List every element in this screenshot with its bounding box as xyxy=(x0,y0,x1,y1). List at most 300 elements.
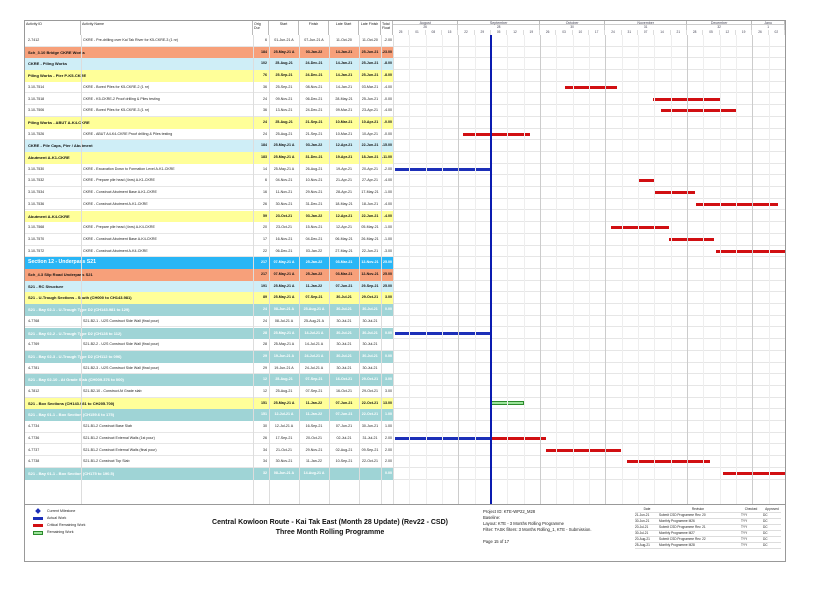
finish-date: 24-Dec-21 xyxy=(305,73,323,78)
orig-duration: 29 xyxy=(263,365,267,370)
late-finish: 30-Jul-21 xyxy=(362,307,378,312)
day-label: 31 xyxy=(622,30,638,35)
total-float: 3.00 xyxy=(385,377,392,382)
activity-name: CKRE - Construct Abutment Base A-K4-CKRE xyxy=(83,236,157,241)
late-start: 09-Mar-21 xyxy=(335,108,353,113)
activity-name: S21-B2-10 - Construct At Grade slab xyxy=(83,389,142,393)
wbs-row[interactable] xyxy=(25,152,785,164)
wbs-row[interactable] xyxy=(25,468,785,480)
start-date: 30-Nov-21 xyxy=(275,201,293,206)
revision-cell: TYY xyxy=(741,537,748,541)
activity-name: CKRE - Prepare pile head (4nrs) A-K1-CKRE xyxy=(83,178,155,183)
column-separator xyxy=(299,35,300,504)
revision-cell: DC xyxy=(763,519,768,523)
revision-cell: Monthly Programme M28 xyxy=(659,543,695,547)
orig-duration: 151 xyxy=(261,400,267,405)
finish-date: 24-Jul-21 A xyxy=(304,353,324,358)
activity-name: S21-B2-1 - U2S Construct Side Wall (final pour) xyxy=(83,318,159,323)
critical-bar[interactable] xyxy=(716,250,785,253)
late-start: 27-May-21 xyxy=(335,248,353,253)
finish-date: 24-Dec-21 xyxy=(305,108,323,113)
critical-bar[interactable] xyxy=(611,226,669,229)
gantt-sheet xyxy=(24,20,786,562)
critical-bar-icon xyxy=(33,524,43,527)
critical-bar[interactable] xyxy=(653,98,720,101)
late-finish: 22-Oct-21 xyxy=(361,400,379,405)
late-start: 21-Apr-21 xyxy=(336,178,352,183)
late-start: 30-Jul-21 xyxy=(336,342,352,347)
activity-name: CKRE - K5-CKRE-2 Proof drilling & Piles testing xyxy=(83,96,160,101)
total-float: -8.00 xyxy=(383,61,392,66)
critical-bar[interactable] xyxy=(627,460,710,463)
late-finish: 29-Oct-21 xyxy=(362,389,378,393)
page-number: Page 15 of 17 xyxy=(483,539,510,544)
late-start: 10-Mar-21 xyxy=(335,119,353,124)
activity-row[interactable] xyxy=(25,421,785,433)
late-start: 14-Jan-21 xyxy=(335,84,353,89)
orig-duration: 151 xyxy=(261,412,267,417)
revision-cell: 25-Aug-21 xyxy=(635,543,650,547)
activity-name: S21-B1-2 Construct Base Slab xyxy=(83,424,132,429)
total-float: -4.00 xyxy=(383,201,392,206)
revision-header-cell: Approved xyxy=(765,507,779,511)
wbs-row[interactable] xyxy=(25,281,785,293)
activity-id: 3.10-7518 xyxy=(28,96,45,101)
orig-duration: 17 xyxy=(263,236,267,241)
orig-duration: 12 xyxy=(263,389,267,393)
orig-duration: 24 xyxy=(263,307,267,312)
header-activity-name[interactable]: Activity Name xyxy=(81,21,253,35)
total-float: -1.00 xyxy=(383,190,392,195)
activity-row[interactable] xyxy=(25,316,785,328)
activity-row[interactable] xyxy=(25,445,785,457)
late-start: 03-Mar-21 xyxy=(335,260,353,265)
total-float xyxy=(381,316,393,328)
late-finish: 12-Nov-21 xyxy=(361,260,379,265)
activity-name: CKRE - Bored Piles for K5-CKRE-3 (1 nr) xyxy=(83,108,150,113)
month-label: November xyxy=(605,21,687,25)
column-separator xyxy=(253,35,254,504)
late-finish: 09-Sep-21 xyxy=(361,447,379,452)
actual-bar-icon xyxy=(33,517,43,520)
day-label: 14 xyxy=(654,30,670,35)
late-finish: 11-Oct-20 xyxy=(362,38,378,42)
finish-date: 08-Nov-21 xyxy=(305,84,323,89)
activity-name: CKRE - ABUT A4-K4-CKRE Proof drilling & Piles testing xyxy=(83,131,173,136)
late-finish: 30-Jul-21 xyxy=(362,330,378,335)
late-finish: 29-Oct-21 xyxy=(361,295,379,300)
start-date: 19-Jun-21 A xyxy=(273,353,295,358)
week-number: 32 xyxy=(687,25,752,30)
header-finish[interactable]: Finish xyxy=(299,21,329,35)
activity-row[interactable] xyxy=(25,246,785,258)
activity-name xyxy=(81,398,253,410)
revision-header-cell: Revision xyxy=(691,507,705,511)
column-separator xyxy=(269,35,270,504)
total-float: 2.00 xyxy=(385,459,392,464)
late-finish: 22-Oct-21 xyxy=(361,412,379,417)
activity-id: 4-7738 xyxy=(28,459,40,464)
late-finish xyxy=(359,468,381,480)
activity-id: S21 - Bay 02-3 - U-Trough Type D2 (CH112 to 096) xyxy=(28,353,122,359)
late-start: 30-Jul-21 xyxy=(336,365,352,370)
start-date: 08-Jul-21 A xyxy=(274,318,294,323)
finish-date: 03-Jan-22 xyxy=(305,213,323,218)
activity-id: CKRE - Piling Works xyxy=(28,61,68,67)
late-finish: 25-Jun-21 xyxy=(361,49,379,54)
revision-cell: DC xyxy=(763,525,768,529)
revision-cell: Monthly Programme M26 xyxy=(659,519,695,523)
activity-row[interactable] xyxy=(25,187,785,199)
activity-row[interactable] xyxy=(25,456,785,468)
orig-duration: 24 xyxy=(263,131,267,136)
start-date: 11-Nov-21 xyxy=(275,190,293,195)
wbs-row[interactable] xyxy=(25,257,785,269)
revision-cell: TYY xyxy=(741,525,748,529)
start-date: 01-Jun-21 A xyxy=(274,38,294,42)
total-float: 1.00 xyxy=(385,424,392,429)
late-finish: 30-Jul-21 xyxy=(362,318,378,323)
late-start: 02-Aug-21 xyxy=(335,447,353,452)
day-label: 22 xyxy=(458,30,474,35)
revision-cell: Submit CSD Programme Rev. 20 xyxy=(659,513,706,517)
activity-id: Abutment A-K1-CKRE xyxy=(28,155,70,160)
activity-row[interactable] xyxy=(25,175,785,187)
day-label: 15 xyxy=(442,30,458,35)
late-start: 12-Apr-21 xyxy=(335,143,353,148)
timescale xyxy=(393,21,785,35)
diamond-icon xyxy=(35,508,41,514)
total-float: -0.00 xyxy=(383,131,392,136)
column-header xyxy=(25,21,785,36)
activity-name: S21-B1-2 Construct Top Slab xyxy=(83,459,130,464)
activity-id: Piling Works - ABUT A-K4-CKRE xyxy=(28,119,90,125)
activity-id: 3.10-7506 xyxy=(28,108,45,113)
remaining-bar[interactable] xyxy=(490,401,524,405)
total-float: -4.00 xyxy=(383,108,392,113)
start-date: 25-Aug-21 xyxy=(275,377,293,382)
day-label: 26 xyxy=(752,30,768,35)
header-late-start[interactable]: Late Start xyxy=(329,21,359,35)
late-start: 19-Apr-21 xyxy=(335,155,353,159)
critical-bar[interactable] xyxy=(463,133,530,136)
activity-name xyxy=(81,47,253,59)
late-finish: 10-Apr-21 xyxy=(361,119,379,124)
critical-bar[interactable] xyxy=(696,203,778,206)
activity-row[interactable] xyxy=(25,129,785,141)
activity-name xyxy=(81,70,253,82)
late-start: 28-May-21 xyxy=(335,96,353,101)
orig-duration: 6 xyxy=(265,178,267,183)
revision-cell: TYY xyxy=(741,513,748,517)
start-date: 08-Jun-21 A xyxy=(273,307,295,312)
late-finish: 25-Jun-21 xyxy=(361,73,379,78)
wbs-row[interactable] xyxy=(25,58,785,70)
total-float: 25.00 xyxy=(383,272,392,276)
activity-name: CKRE - Construct Abutment Base A-K1-CKRE xyxy=(83,190,157,195)
late-finish: 29-Sep-21 xyxy=(361,283,379,288)
wbs-row[interactable] xyxy=(25,374,785,386)
start-date: 17-Sep-21 xyxy=(275,435,293,440)
wbs-row[interactable] xyxy=(25,292,785,304)
activity-name xyxy=(81,58,253,70)
finish-date: 14-Jul-21 A xyxy=(304,342,324,347)
day-label: 03 xyxy=(556,30,572,35)
orig-duration: 34 xyxy=(263,447,267,452)
activity-id: S21 - Bay 02-2 - U-Trough Type D2 (CH128 to 112) xyxy=(28,330,122,336)
critical-bar[interactable] xyxy=(661,109,736,112)
total-float: 3.00 xyxy=(385,389,392,393)
late-finish: 23-Apr-21 xyxy=(362,108,378,113)
revision-cell: 20-Aug-21 xyxy=(635,537,650,541)
project-filter: Filter: TASK filters: 3 Months Rolling_1, KTE - Submission. xyxy=(483,527,592,532)
activity-row[interactable] xyxy=(25,199,785,211)
day-label: 28 xyxy=(687,30,703,35)
orig-duration: 34 xyxy=(263,459,267,464)
start-date: 25-Aug-21 xyxy=(275,131,293,136)
day-label: 19 xyxy=(524,30,540,35)
finish-date: 29-Nov-21 xyxy=(305,190,323,195)
activity-id: Section 12 - Underpass S21 xyxy=(28,259,97,266)
wbs-row[interactable] xyxy=(25,398,785,410)
activity-name xyxy=(81,257,253,269)
start-date: 07-May-21 A xyxy=(273,260,295,265)
late-finish: 25-Jun-21 xyxy=(361,61,379,66)
activity-row[interactable] xyxy=(25,164,785,176)
orig-duration: 20 xyxy=(263,225,267,230)
activity-row[interactable] xyxy=(25,105,785,117)
activity-id: 3.10-7532 xyxy=(28,178,45,183)
orig-duration: 217 xyxy=(261,272,267,276)
actual-bar[interactable] xyxy=(395,332,490,335)
header-start[interactable]: Start xyxy=(269,21,299,35)
activity-row[interactable] xyxy=(25,222,785,234)
start-date: 25-May-21 A xyxy=(273,166,295,171)
activity-name xyxy=(81,351,253,363)
activity-row[interactable] xyxy=(25,35,785,47)
orig-duration: 36 xyxy=(263,108,267,113)
start-date: 07-May-21 A xyxy=(273,272,295,276)
month-label: September xyxy=(458,21,540,25)
finish-date: 31-Dec-21 xyxy=(305,201,323,206)
revision-cell: TYY xyxy=(741,531,748,535)
late-finish: 30-Jul-21 xyxy=(362,342,378,347)
critical-bar[interactable] xyxy=(565,86,617,89)
total-float: -8.00 xyxy=(383,73,392,78)
activity-id: S21 - Bay 02-1 - U-Trough Type D2 (CH143.981 to 129) xyxy=(28,307,130,313)
month-label: December xyxy=(687,21,752,25)
orig-duration: 102 xyxy=(261,61,267,66)
day-label: 05 xyxy=(491,30,507,35)
day-label: 08 xyxy=(426,30,442,35)
late-finish: 30-Jun-21 xyxy=(361,424,379,429)
day-label: 29 xyxy=(475,30,491,35)
revision-cell: Submit CSD Programme Rev. 21 xyxy=(659,525,706,529)
orig-duration: 26 xyxy=(263,201,267,206)
activity-name: CKRE - Pre-drilling over Kai Tak River for K5-CKRE-3 (1 nr) xyxy=(83,38,178,42)
start-date: 19-Jun-21 A xyxy=(274,365,294,370)
activity-name: CKRE - Construct Abutment A-K4-CKRE xyxy=(83,248,148,253)
start-date: 25-Aug-21 xyxy=(275,389,293,393)
late-start: 07-Jun-21 xyxy=(335,412,353,417)
late-start: 30-Jul-21 xyxy=(336,318,352,323)
orig-duration: 22 xyxy=(263,248,267,253)
activity-name xyxy=(81,468,253,480)
orig-duration: 184 xyxy=(261,143,267,148)
week-number: 30 xyxy=(540,25,605,30)
wbs-row[interactable] xyxy=(25,70,785,82)
finish-date: 04-Dec-21 xyxy=(305,236,323,241)
late-finish: 18-Jun-21 xyxy=(361,201,379,206)
activity-row[interactable] xyxy=(25,433,785,445)
activity-id: 4-7812 xyxy=(28,389,40,393)
day-label: 24 xyxy=(605,30,621,35)
activity-id: 2-7412 xyxy=(28,38,40,42)
activity-name xyxy=(81,304,253,316)
day-label: 19 xyxy=(736,30,752,35)
start-date: 23-Oct-21 xyxy=(276,225,292,230)
activity-id: 3.10-7530 xyxy=(28,166,45,171)
wbs-row[interactable] xyxy=(25,140,785,152)
finish-date: 03-Jan-22 xyxy=(305,248,323,253)
start-date: 25-Sep-21 xyxy=(275,73,293,78)
activity-table xyxy=(25,35,785,504)
orig-duration: 76 xyxy=(263,73,267,78)
header-activity-id[interactable]: Activity ID xyxy=(25,21,81,35)
total-float: 0.00 xyxy=(385,330,392,335)
revision-cell: 30-Jun-21 xyxy=(635,519,650,523)
activity-name: S21-B2-3 - U2S Construct Side Wall (final pour) xyxy=(83,365,159,370)
month-label: Janu xyxy=(752,21,785,25)
critical-bar[interactable] xyxy=(723,472,785,475)
day-label: 12 xyxy=(720,30,736,35)
activity-row[interactable] xyxy=(25,339,785,351)
wbs-row[interactable] xyxy=(25,47,785,59)
activity-name xyxy=(81,281,253,293)
late-finish: 26-May-21 xyxy=(361,236,379,241)
late-start: 19-Apr-21 xyxy=(336,166,352,171)
day-label: 01 xyxy=(409,30,425,35)
remaining-bar-icon xyxy=(33,531,43,535)
revision-cell: TYY xyxy=(741,543,748,547)
activity-id: 3.10-7514 xyxy=(28,84,45,89)
late-start: 10-Sep-21 xyxy=(335,459,353,464)
finish-date: 25-Aug-21 A xyxy=(303,307,325,312)
activity-id: S21 - Bay 01-1 - Box Section (CH175 to 190.5) xyxy=(28,470,115,476)
wbs-row[interactable] xyxy=(25,328,785,340)
activity-name xyxy=(81,117,253,129)
actual-bar[interactable] xyxy=(395,168,490,171)
orig-duration: 28 xyxy=(263,342,267,347)
revision-row xyxy=(635,543,781,549)
orig-duration: 59 xyxy=(263,213,267,218)
total-float: -0.00 xyxy=(383,96,392,101)
revision-cell: Monthly Programme M27 xyxy=(659,531,695,535)
activity-id: CKRE - Pile Caps, Pier / Abutment xyxy=(28,143,93,149)
total-float: -11.00 xyxy=(382,155,392,159)
critical-bar[interactable] xyxy=(655,191,695,194)
activity-id: Sch_4.3 Slip Road Underpass S21 xyxy=(28,272,93,277)
late-start: 28-Apr-21 xyxy=(336,190,352,195)
activity-row[interactable] xyxy=(25,94,785,106)
start-date: 12-Jul-21 A xyxy=(274,424,294,429)
critical-bar[interactable] xyxy=(669,238,714,241)
orig-duration: 12 xyxy=(263,377,267,382)
late-start: 02-Jul-21 xyxy=(336,435,352,440)
start-date: 25-May-21 A xyxy=(273,283,295,288)
critical-bar[interactable] xyxy=(490,437,546,440)
late-finish: 22-Jun-21 xyxy=(361,213,379,218)
wbs-row[interactable] xyxy=(25,409,785,421)
finish-date: 11-Jan-22 xyxy=(305,283,323,288)
revision-cell: TYY xyxy=(741,519,748,523)
revision-cell: DC xyxy=(763,543,768,547)
total-float: 0.00 xyxy=(385,470,392,475)
project-baseline: Baseline: xyxy=(483,515,501,520)
activity-name xyxy=(81,140,253,152)
activity-id: 3.10-7534 xyxy=(28,190,45,195)
revision-cell: 20-Jul-21 xyxy=(635,525,649,529)
wbs-row[interactable] xyxy=(25,351,785,363)
activity-row[interactable] xyxy=(25,82,785,94)
wbs-row[interactable] xyxy=(25,117,785,129)
orig-duration: 24 xyxy=(263,96,267,101)
header-orig-dur[interactable]: Orig Dur xyxy=(253,21,269,35)
late-start: 14-Jan-21 xyxy=(335,49,353,54)
orig-duration: 16 xyxy=(263,190,267,195)
activity-id: 3.10-7572 xyxy=(28,248,45,253)
activity-id: Abutment A-K4-CKRE xyxy=(28,213,70,219)
wbs-row[interactable] xyxy=(25,269,785,281)
late-start: 30-Jul-21 xyxy=(336,330,352,335)
activity-id: S21 - Bay 02-10 - At Grade Slab (CH009.376 to 000) xyxy=(28,377,124,383)
total-float: 25.00 xyxy=(383,283,392,288)
late-start xyxy=(329,468,359,480)
header-total-float[interactable]: Total Float xyxy=(381,21,393,35)
column-separator xyxy=(381,35,382,504)
start-date: 25-May-21 A xyxy=(273,295,295,300)
late-start: 30-Jul-21 xyxy=(336,353,352,358)
actual-bar[interactable] xyxy=(395,437,490,440)
critical-bar[interactable] xyxy=(546,449,621,452)
activity-row[interactable] xyxy=(25,234,785,246)
late-finish: 17-May-21 xyxy=(361,190,379,195)
start-date: 08-Jun-21 A xyxy=(273,470,295,475)
wbs-row[interactable] xyxy=(25,211,785,223)
start-date: 25-Aug-21 xyxy=(275,119,293,124)
report-title: Central Kowloon Route - Kai Tak East (Month 28 Update) (Rev22 - CSD) xyxy=(212,519,448,526)
project-layout: Layout: KTE - 3 Months Rolling Programme xyxy=(483,521,564,526)
finish-date: 11-Jan-22 xyxy=(306,459,322,464)
critical-bar[interactable] xyxy=(638,179,655,182)
activity-row[interactable] xyxy=(25,386,785,398)
activity-row[interactable] xyxy=(25,363,785,375)
activity-id: 4-7781 xyxy=(28,365,40,370)
week-number: 1 xyxy=(752,25,785,30)
total-float: 3.00 xyxy=(385,295,392,300)
late-start: 18-May-21 xyxy=(335,201,353,206)
late-start: 16-Oct-21 xyxy=(335,377,353,382)
activity-name: S21-B2-2 - U2S Construct Side Wall (final pour) xyxy=(83,342,159,347)
activity-name: CKRE - Bored Piles for K5-CKRE-2 (1 nr) xyxy=(83,84,150,89)
late-finish: 12-Nov-21 xyxy=(361,272,379,276)
finish-date: 15-Nov-21 xyxy=(305,225,323,230)
header-late-finish[interactable]: Late Finish xyxy=(359,21,381,35)
month-label: August xyxy=(393,21,458,25)
wbs-row[interactable] xyxy=(25,304,785,316)
activity-id: 4-7736 xyxy=(28,435,40,440)
activity-name xyxy=(81,269,253,281)
